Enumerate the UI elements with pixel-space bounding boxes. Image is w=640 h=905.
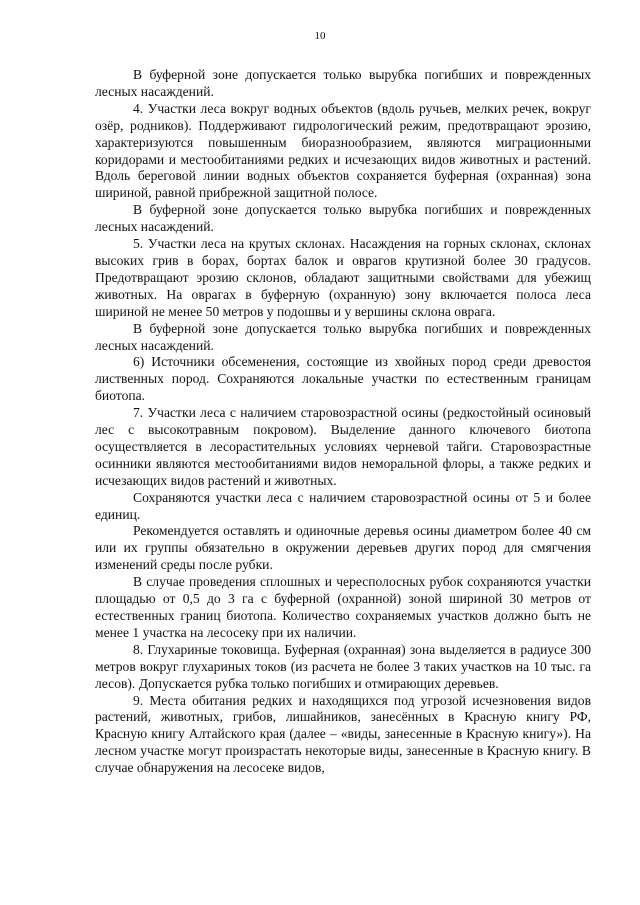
paragraph: 9. Места обитания редких и находящихся под угрозой исчезновения видов растений, животных, грибов, лишайников, занесённых в Красную книгу РФ, Красную книгу Алтайского края (далее – «виды, занесенные в Красную книгу»). На лесном участке могут произрастать некоторые виды, занесенные в Красную книгу. В случае обнаружения на лесосеке видов, bbox=[95, 692, 591, 776]
paragraph: 7. Участки леса с наличием старовозрастной осины (редкостойный осиновый лес с высокотравным покровом). Выделение данного ключевого биотопа осуществляется в лесорастительных условиях черневой тайги. Старовозрастные осинники являются местообитаниями видов неморальной флоры, а также редких и исчезающих видов растений и животных. bbox=[95, 405, 591, 488]
paragraph: 4. Участки леса вокруг водных объектов (вдоль ручьев, мелких речек, вокруг озёр, родников). Поддерживают гидрологический режим, предотвращают эрозию, характеризуются повышенным биоразнообразием, являются миграционными коридорами и местообитаниями редких и исчезающих видов животных и растений. Вдоль береговой линии водных объектов сохраняется буферная (охранная) зона шириной, равной прибрежной защитной полосе. bbox=[95, 100, 591, 201]
paragraph: В буферной зоне допускается только вырубка погибших и поврежденных лесных насаждений. bbox=[95, 67, 591, 99]
page-number: 10 bbox=[314, 30, 326, 42]
paragraph: 8. Глухариные токовища. Буферная (охранная) зона выделяется в радиусе 300 метров вокруг глухариных токов (из расчета не более 3 таких участков на 10 тыс. га лесов). Допускается рубка только погибших и отмирающих деревьев. bbox=[95, 641, 591, 691]
paragraph: 5. Участки леса на крутых склонах. Насаждения на горных склонах, склонах высоких грив в борах, бортах балок и оврагов крутизной более 30 градусов. Предотвращают эрозию склонов, обладают защитными свойствами для убежищ животных. На оврагах в буферную (охранную) зону включается полоса леса шириной не менее 50 метров у подошвы и у вершины склона оврага. bbox=[95, 236, 591, 319]
paragraph: Сохраняются участки леса с наличием старовозрастной осины от 5 и более единиц. bbox=[95, 489, 591, 522]
paragraph: В буферной зоне допускается только вырубка погибших и поврежденных лесных насаждений. bbox=[95, 320, 591, 353]
document-body bbox=[95, 67, 591, 777]
paragraph: 6) Источники обсеменения, состоящие из хвойных пород среди древостоя лиственных пород. Сохраняются локальные участки по естественным границам биотопа. bbox=[95, 354, 591, 404]
paragraph: Рекомендуется оставлять и одиночные деревья осины диаметром более 40 см или их группы обязательно в окружении деревьев других пород для смягчения изменений среды после рубки. bbox=[95, 523, 591, 573]
paragraph: В случае проведения сплошных и чересполосных рубок сохраняются участки площадью от 0,5 до 3 га с буферной (охранной) зоной шириной 30 метров от естественных границ биотопа. Количество сохраняемых участков должно быть не менее 1 участка на лесосеку при их наличии. bbox=[95, 574, 591, 640]
paragraph: В буферной зоне допускается только вырубка погибших и поврежденных лесных насаждений. bbox=[95, 202, 591, 235]
